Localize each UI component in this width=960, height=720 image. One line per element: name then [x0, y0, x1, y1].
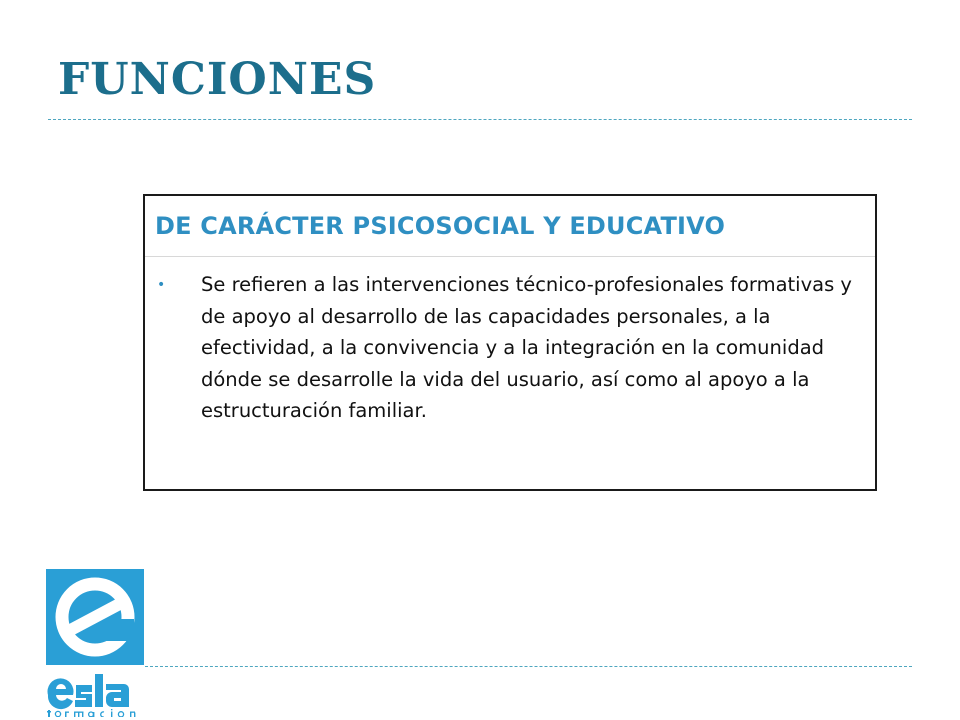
box-header-text: DE CARÁCTER PSICOSOCIAL Y EDUCATIVO	[155, 212, 726, 240]
content-box	[143, 194, 877, 491]
slide-title: FUNCIONES	[58, 54, 377, 105]
top-divider	[48, 119, 912, 120]
box-header	[145, 196, 875, 257]
esla-logo	[44, 567, 146, 717]
bottom-divider	[145, 666, 912, 667]
box-body	[145, 257, 875, 427]
bullet-dot-icon: •	[157, 277, 166, 293]
bullet-text: Se refieren a las intervenciones técnico-profesionales formativas y de apoyo al desarrollo de las capacidades personales, a la efectividad, a la convivencia y a la integración en la comunidad dónde se desarrolle la vida del usuario, así como al apoyo a la estructuración familiar.	[201, 273, 852, 422]
